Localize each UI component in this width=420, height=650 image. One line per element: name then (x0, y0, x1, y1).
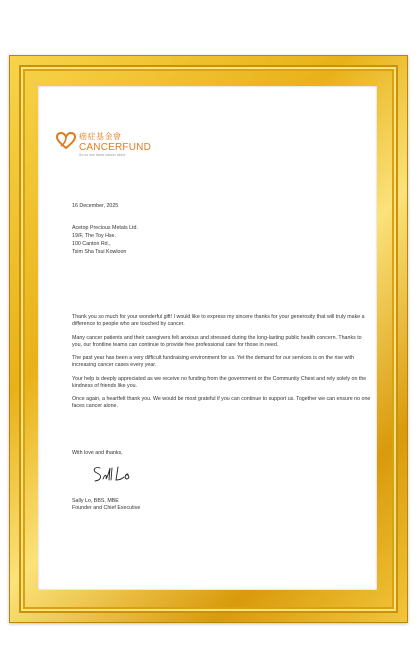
signer-title: Founder and Chief Executive (72, 505, 141, 511)
body-paragraph: Your help is deeply appreciated as we receive no funding from the government or the Community Chest and rely solely on the kindness of friends like you. (72, 375, 367, 389)
letter-closing: With love and thanks, (72, 450, 123, 456)
address-line: Acetop Precious Metals Ltd. (72, 225, 138, 231)
logo-english-text: CANCERFUND (79, 142, 151, 153)
gold-picture-frame (9, 55, 408, 623)
letter-paper (38, 86, 377, 590)
address-line: Tsim Sha Tsui Kowloon (72, 249, 127, 255)
handwritten-signature (90, 462, 136, 491)
body-paragraph: Once again, a heartfelt thank you. We would be most grateful if you can continue to support us. Together we can ensure no one faces cancer alone. (72, 396, 371, 409)
body-paragraph: Many cancer patients and their caregivers felt anxious and stressed during the long-lasting public health concern. Thanks to you, our frontline teams can continue to provide free professional care for those in need. (72, 334, 362, 348)
letter-body (72, 314, 372, 417)
logo-tagline: So no one faces cancer alone (79, 153, 126, 157)
signer-name: Sally Lo, BBS, MBE (72, 498, 119, 504)
body-paragraph: Thank you so much for your wonderful gift! I would like to express my sincere thanks for your generosity that will truly make a difference to people who are touched by cancer. (72, 314, 365, 327)
recipient-address (72, 225, 138, 257)
heart-ribbon-icon (56, 132, 76, 150)
letter-date: 16 December, 2025 (72, 203, 119, 209)
signer-block (72, 498, 140, 512)
address-line: 100 Canton Rd., (72, 241, 111, 247)
cancer-fund-logo (56, 132, 151, 158)
logo-chinese-text: 癌症基金會 (79, 132, 122, 141)
body-paragraph: The past year has been a very difficult fundraising environment for us. Yet the demand for our services is on the rise with increasing cancer cases every year. (72, 355, 354, 368)
address-line: 19/F, The Toy Hse. (72, 233, 116, 239)
